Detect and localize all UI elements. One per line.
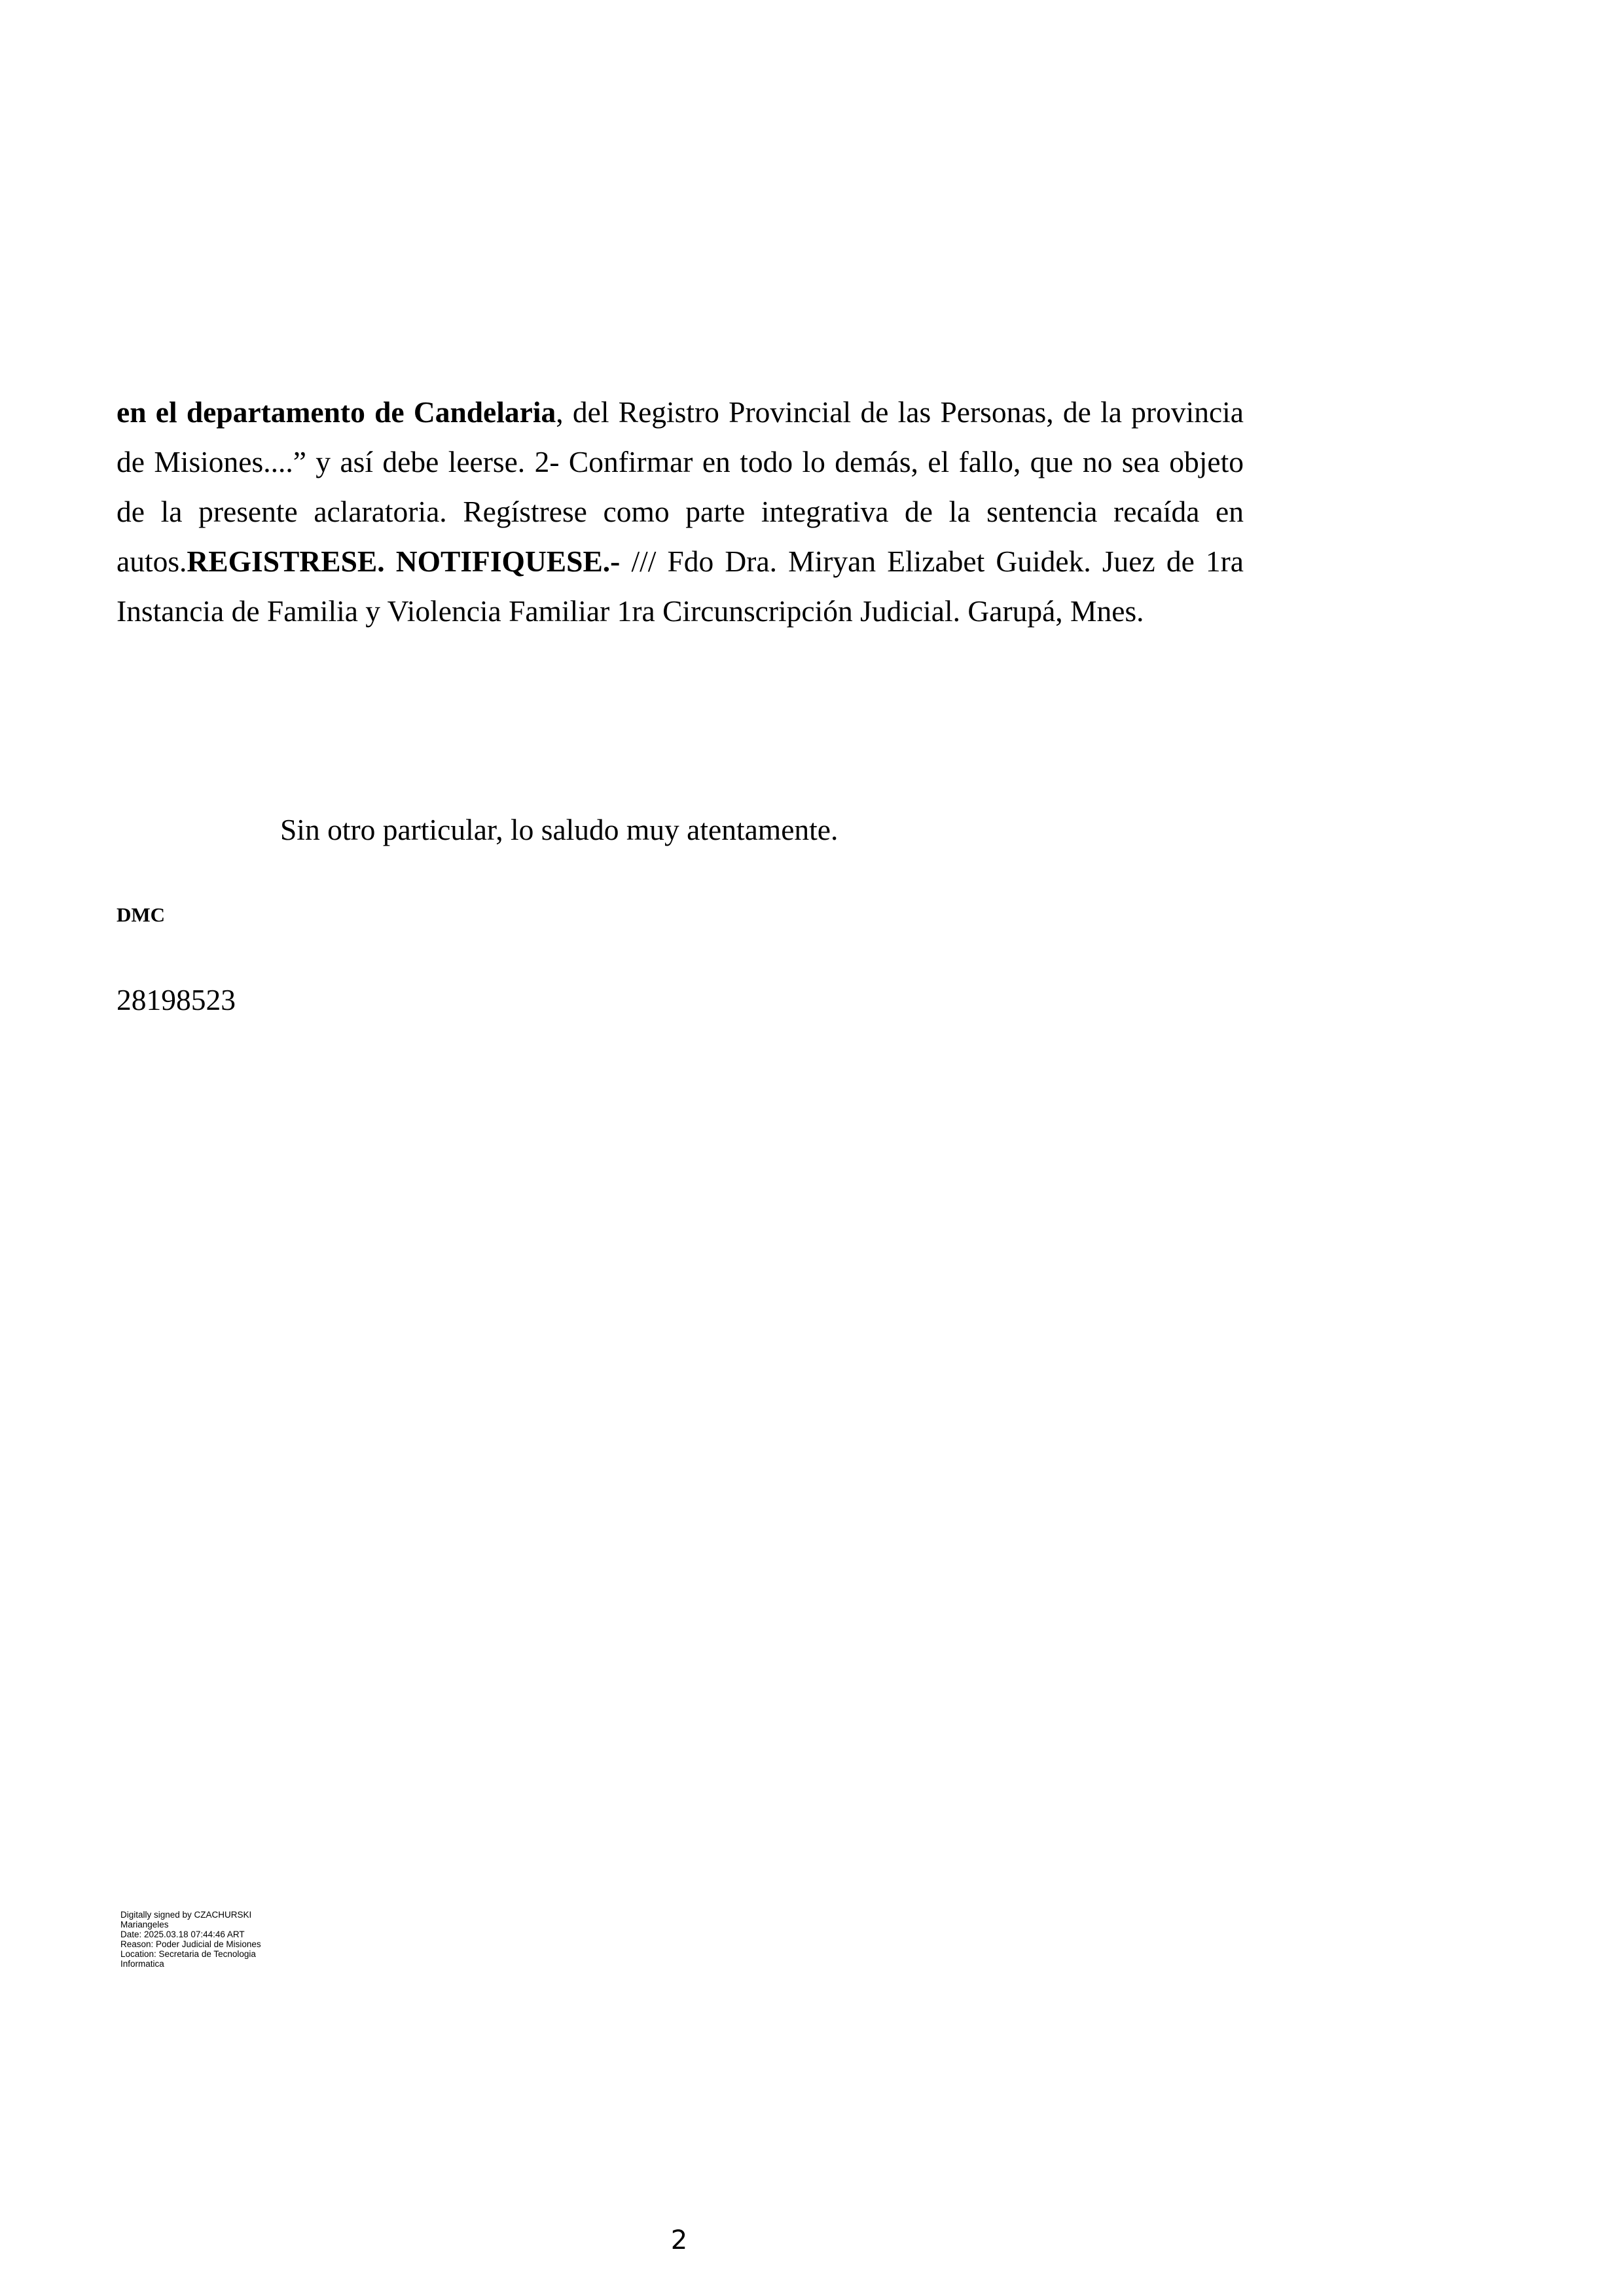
- signature-line-reason: Reason: Poder Judicial de Misiones: [120, 1939, 261, 1949]
- body-text-2: /// Fdo Dra. Miryan Elizabet Guidek. Juez de 1ra Instancia de Familia y Violencia Familiar 1ra Circunscripción Judicial. Garupá, Mnes.: [117, 545, 1244, 628]
- signature-line-date: Date: 2025.03.18 07:44:46 ART: [120, 1929, 245, 1939]
- author-initials: DMC: [117, 903, 166, 926]
- signature-line-location-cont: Informatica: [120, 1959, 164, 1969]
- document-number: 28198523: [117, 983, 236, 1016]
- closing-salutation: Sin otro particular, lo saludo muy atentamente.: [280, 813, 839, 846]
- body-paragraph: [117, 387, 1244, 636]
- body-text-1: , del Registro Provincial de las Personas, de la provincia de Misiones....” y así debe leerse. 2- Confirmar en todo lo demás, el fallo, que no sea objeto de la presente aclaratoria. Regístrese como parte integrativa de la sentencia recaída en autos.: [117, 395, 1244, 578]
- body-bold-location: en el departamento de Candelaria: [117, 395, 556, 429]
- digital-signature-block: [120, 1910, 356, 1969]
- signature-line-location: Location: Secretaria de Tecnologia: [120, 1949, 256, 1959]
- page-number: 2: [670, 2225, 688, 2255]
- signature-line-signer: Digitally signed by CZACHURSKI: [120, 1910, 252, 1920]
- signature-line-signer-name: Mariangeles: [120, 1920, 169, 1929]
- body-bold-register-notify: REGISTRESE. NOTIFIQUESE.-: [187, 545, 621, 578]
